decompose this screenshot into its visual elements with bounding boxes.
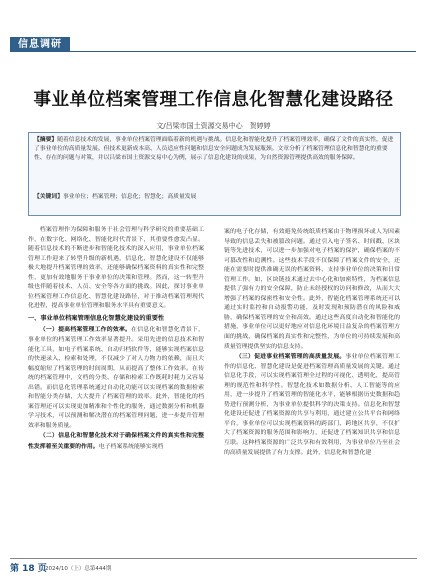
abstract-text: 随着信息技术的发展，事业单位档案管理面临着新的机遇与挑战。信息化和智能化提升了档案管理效率，确保了文件的真实性，促进了事业单位的高质量发展。但技术更新成本高、人员适应性问题和信息安全问题成为发展瓶颈。文章分析了档案管理信息化和智慧化的重要性、存在的问题与对策，并以吕梁市国土资源交易中心为例，展示了信息化建设的成果，为自然资源管理提供高效的服务保障。 xyxy=(34,137,394,162)
left-column xyxy=(28,226,204,453)
subheading: （二）信息化和智慧化技术对于确保档案文件的真实性和完整性发挥着至关重要的作用。 xyxy=(28,432,204,451)
issue-info: 2024/10（上）总第444期 xyxy=(45,566,112,572)
paragraph: 档案管理作为保障和服务于社会管理与科学研究的重要基础工作，在数字化、网络化、智能化时代背景下，其重要性愈发凸显。随着信息技术的不断进步和智能化技术的深入应用，事业单位档案管理工作迎来了转型升级的新机遇，信息化、智慧化建设不仅能够极大地提升档案管理的效率，还能够确保档案资料的真实性和完整性，更加有效地服务于事业单位的决策和管理。然而，这一转型升级也伴随着技术、人员、安全等各方面的挑战。因此，探讨事业单位档案管理工作信息化、智慧化建设路径，对于推动档案管理现代化进程，提高事业单位管理和服务水平具有重要意义。 xyxy=(28,227,204,310)
keywords-label: 【关键词】 xyxy=(34,194,63,200)
subheading: （三）促进事业档案管理的高质量发展。 xyxy=(235,353,346,361)
paragraph-text: 电子档案系统能够实现档 xyxy=(98,444,164,451)
footer-divider xyxy=(10,558,417,559)
section-tag: 信息调研 xyxy=(10,37,70,52)
subheading: （一）提高档案管理工作的效率。 xyxy=(39,326,132,334)
paragraph: 案的电子化存储，有效避免传统纸质档案由于物理损坏或人为因素导致的信息丢失和被篡改问题。通过引入电子签名、时间戳、区块链等先进技术，可以进一步加强对电子档案的保护，确保档案的不可篡改性和追溯性。这些技术手段不仅保障了档案文件的安全，还能在需要时提供准确无误的档案资料，支持事业单位的决策和日常管理工作。如，区块链技术通过去中心化和加密特性，为档案信息提供了强有力的安全保障，防止未经授权的访问和修改，从而大大增强了档案的保密性和安全性。此外，智能化档案管理系统还可以通过实时监控和自动报警功能，及时发现和预防潜在的风险和威胁，确保档案管理的安全和高效。通过这些高度自动化和智能化的措施，事业单位可以更好地应对信息化环境日益复杂的档案管理方面的挑战，确保档案的真实性和完整性，为单位的可持续发展和高质量管理提供坚实的信息支持。 xyxy=(224,229,400,350)
paragraph xyxy=(28,431,204,452)
paragraph xyxy=(28,325,204,431)
page-number: 第 18 页 xyxy=(10,564,47,574)
section-divider xyxy=(70,51,416,52)
paragraph-text: 事业单位档案管理工作的信息化、智慧化建设是促进档案管理高质量发展的关键。通过信息化手段，可以实现档案管理全过程的可视化、透明化，提高管理的规范性和科学性。智慧化技术如数据分析、人工智能等的应用，进一步提升了档案管理的智能化水平，能够根据历史数据和趋势进行预测分析，为事业单位提供科学的决策支持。信息化和智慧化建设还促进了档案资源的共享与利用，通过建立公共平台和网络平台，事业单位可以实现档案资料的跨部门、跨地区共享，不仅扩大了档案资源的服务范围和影响力，还促进了档案知识共享和信息互联。这种档案资源的广泛共享和有效利用，为事业单位乃至社会的高质量发展提供了有力支撑。此外，信息化和智慧化建 xyxy=(224,354,401,456)
keywords-text: 事业单位；档案管理；信息化；智慧化；高质量发展 xyxy=(63,194,197,200)
abstract xyxy=(34,136,394,164)
abstract-label: 【摘要】 xyxy=(34,137,58,143)
author-line: 文/吕梁市国土资源交易中心 贺婷婷 xyxy=(156,122,271,130)
section-heading: 一、事业单位档案管理信息化智慧化建设的重要性 xyxy=(28,314,165,322)
paragraph xyxy=(224,352,400,458)
paragraph-text: 在信息化和智慧化背景下，事业单位的档案管理工作效率显著提升。采用先进的信息技术和智能化工具，如电子档案系统、自动归档软件等，能够实现档案信息的快速录入、检索和处理，不仅减少了对人力物力的依赖，而且大幅度缩短了档案管理的时间周期，从而提高了整体工作效率。在传统的档案管理中，文档的分类、存储和检索工作既耗时耗力又容易出错。而信息化管理系统通过自动化功能可以实现档案的数据检索和智能分类存储，大大提升了档案管理的效率。此外，智能化的档案管理还可以实现更加精准和个性化的服务，通过数据分析和机器学习技术，可以预测和解决潜在的档案管理问题，进一步提升管理效率和服务质量。 xyxy=(28,327,205,429)
keywords xyxy=(34,193,394,202)
article-title: 事业单位档案管理工作信息化智慧化建设路径 xyxy=(33,90,394,110)
right-column xyxy=(224,228,400,458)
